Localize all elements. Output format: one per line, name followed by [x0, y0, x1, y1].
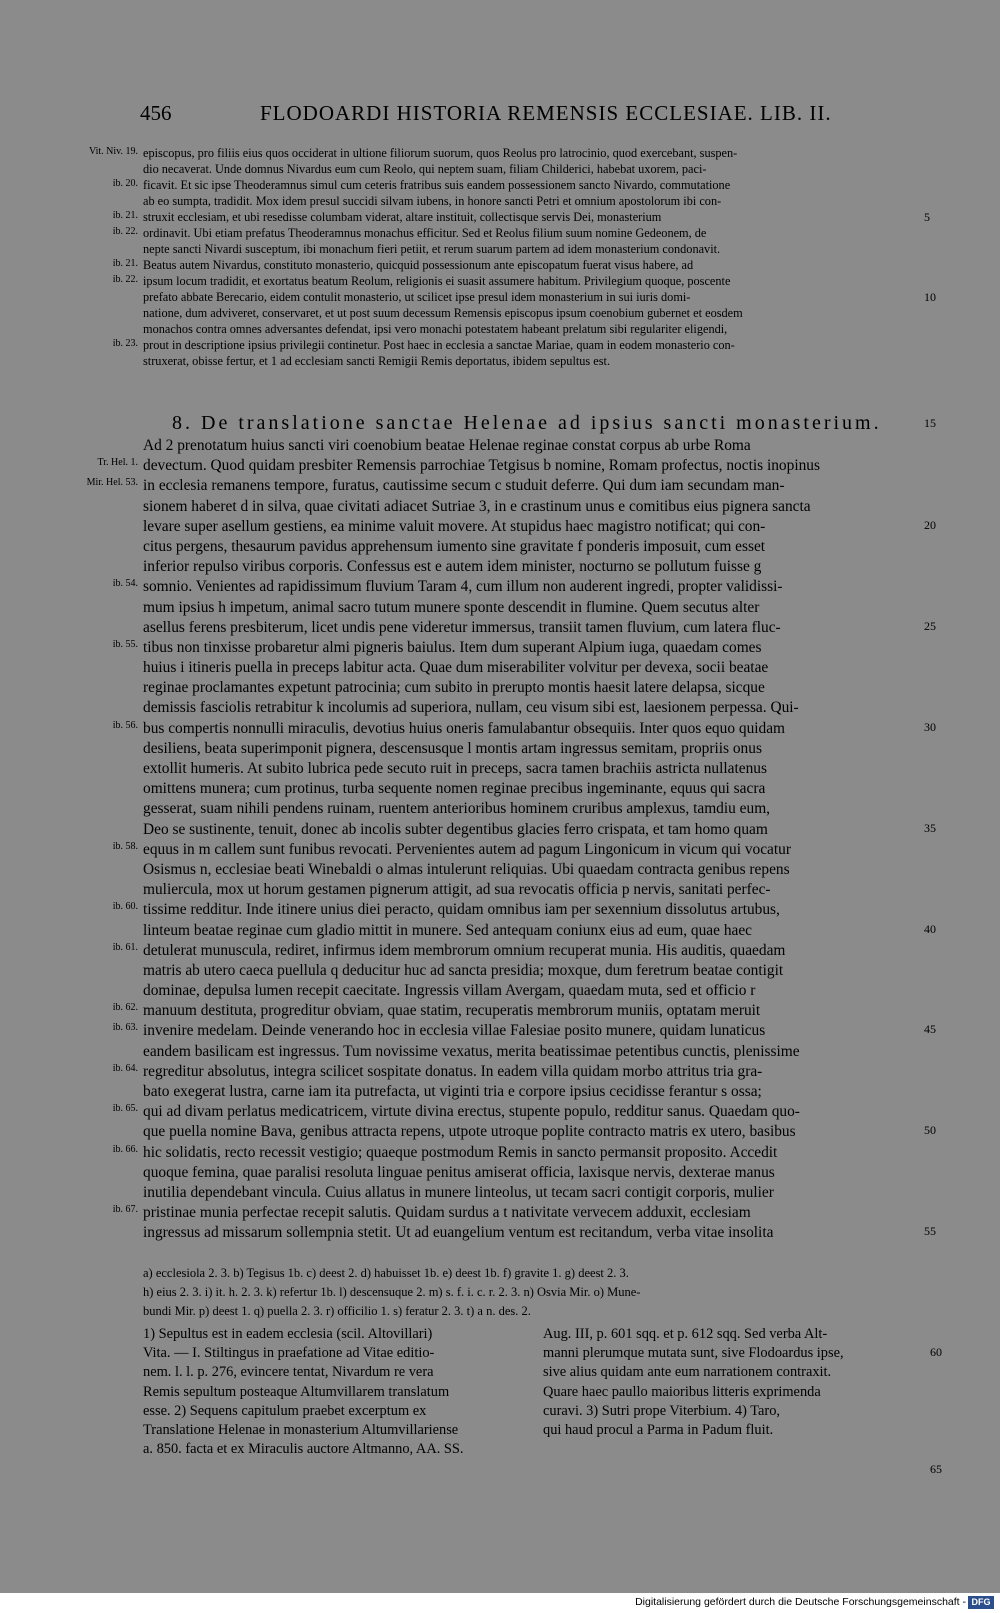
text-line	[0, 982, 1000, 1002]
footnotes-right-column	[543, 1325, 911, 1440]
apparatus-text: a) ecclesiola 2. 3. b) Tegisus 1b. c) deest 2. d) habuisset 1b. e) deest 1b. f) gravite 1. g) deest 2. 3.	[143, 1266, 629, 1280]
line-text: struxit ecclesiam, et ubi resedisse columbam viderat, altare instituit, collectisque servis Dei, monasterium	[143, 210, 662, 224]
source-reference: Vit. Niv. 19.	[88, 146, 138, 157]
line-number: 55	[924, 1224, 936, 1239]
line-number: 40	[924, 921, 936, 936]
line-text: ficavit. Et sic ipse Theoderamnus simul cum ceteris fratribus suis eandem possessionem sancto Nivardo, commutatione	[143, 178, 731, 192]
text-line	[0, 1204, 1000, 1224]
footer-credit: Digitalisierung gefördert durch die Deutsche Forschungsgemeinschaft -	[635, 1596, 966, 1608]
line-text: ingressus ad missarum sollempnia stetit. Ut ad euangelium ventum est recitandum, verba vitae insolita	[143, 1224, 774, 1242]
line-text: omittens munera; cum protinus, turba sequente nomen reginae precibus ingeminante, equus qui sacra	[143, 780, 766, 798]
footnote-line: Remis sepultum posteaque Altumvillarem translatum	[143, 1383, 450, 1400]
source-reference: ib. 67.	[112, 1204, 138, 1216]
text-line	[0, 498, 1000, 518]
text-line	[0, 800, 1000, 820]
line-text: quoque femina, quae paralisi resoluta linguae penitus amiserat officia, laxisque nervis, dexterae manus	[143, 1163, 775, 1181]
line-text: citus pergens, thesaurum pavidus apprehensum iumento sine gravitate f ponderis imposuit, cum esset	[143, 537, 766, 555]
text-line	[0, 162, 1000, 178]
text-line	[0, 477, 1000, 497]
line-text: invenire medelam. Deinde venerando hoc in ecclesia villae Falesiae posito munere, quidam lunaticus	[143, 1022, 766, 1040]
text-line	[0, 538, 1000, 558]
text-line	[0, 760, 1000, 780]
source-reference: ib. 63.	[112, 1022, 138, 1034]
line-number: 30	[924, 719, 936, 734]
text-line	[0, 242, 1000, 258]
footnote-line: manni plerumque mutata sunt, sive Flodoardus ipse,	[543, 1345, 844, 1362]
source-reference: ib. 22.	[112, 226, 138, 237]
apparatus-line	[0, 1304, 1000, 1323]
line-number: 35	[924, 820, 936, 835]
line-number: 45	[924, 1022, 936, 1037]
line-text: Ad 2 prenotatum huius sancti viri coenobium beatae Helenae reginae constat corpus ab urbe Roma	[143, 437, 751, 454]
source-reference: ib. 66.	[112, 1143, 138, 1155]
line-text: que puella nomine Bava, genibus attracta repens, utpote utroque poplite contracto matris ex utero, basibus	[143, 1123, 796, 1141]
running-title: FLODOARDI HISTORIA REMENSIS ECCLESIAE. LIB. II.	[260, 101, 832, 125]
line-number: 50	[924, 1123, 936, 1138]
line-text: somnio. Venientes ad rapidissimum fluvium Taram 4, cum illum non auderent ingredi, propter validissi-	[143, 578, 783, 596]
footnote-line: a. 850. facta et ex Miraculis auctore Altmanno, AA. SS.	[143, 1441, 464, 1458]
line-text: mum ipsius h impetum, animal sacro tutum munere sponte descendit in flumine. Quem secutus alter	[143, 598, 760, 616]
text-line	[0, 861, 1000, 881]
text-line	[0, 1043, 1000, 1063]
text-line	[0, 619, 1000, 639]
source-reference: ib. 55.	[112, 638, 138, 650]
source-reference: ib. 56.	[112, 719, 138, 731]
main-text	[0, 437, 1000, 1245]
line-text: levare super asellum gestiens, ea minime valuit movere. At stupidus haec magistro notificat; qui con-	[143, 517, 766, 535]
source-reference: ib. 22.	[112, 274, 138, 285]
line-text: tibus non tinxisse probaretur almi pigneris baiulus. Item dum superant Alpium iuga, quaedam comes	[143, 638, 762, 656]
footnote-line: Aug. III, p. 601 sqq. et p. 612 sqq. Sed verba Alt-	[543, 1326, 828, 1342]
footnote-line: esse. 2) Sequens capitulum praebet excerptum ex	[143, 1402, 427, 1419]
line-text: bus compertis nonnulli miraculis, devotius huius oneris famulabantur obsequiis. Inter quos equo quidam	[143, 719, 786, 737]
source-reference: ib. 62.	[112, 1002, 138, 1014]
line-text: inutilia dependebant vincula. Cuius allatus in munere linteolus, ut tecam sacri contigit corporis, mulier	[143, 1183, 774, 1201]
critical-apparatus	[0, 1266, 1000, 1323]
text-line	[0, 274, 1000, 290]
text-line	[0, 437, 1000, 457]
line-text: desiliens, beata superimponit pignera, descensusque l montis artam ingressus semitam, propriis onus	[143, 739, 762, 757]
line-text: tissime redditur. Inde itinere unius diei peracto, quidam omnibus iam per sexennium dissolutus artubus,	[143, 901, 780, 919]
text-line	[0, 1164, 1000, 1184]
apparatus-text: h) eius 2. 3. i) it. h. 2. 3. k) refertur 1b. l) descensuque 2. m) s. f. i. c. r. 2. 3. n) Osvia Mir. o) Mune-	[143, 1285, 641, 1299]
apparatus-line	[0, 1266, 1000, 1285]
text-line	[0, 338, 1000, 354]
apparatus-text: bundi Mir. p) deest 1. q) puella 2. 3. r) officilio 1. s) feratur 2. 3. t) a n. des. 2.	[143, 1304, 531, 1318]
text-line	[0, 942, 1000, 962]
line-text: asellus ferens presbiterum, licet undis pene videretur immersus, transiit tamen fluvium, cum latera fluc-	[143, 618, 781, 636]
text-line	[0, 354, 1000, 370]
line-text: gesserat, suam nihili pendens ruinam, ruentem anterioribus hominem cruribus amplexus, tamdiu eum,	[143, 800, 771, 818]
line-number: 5	[924, 210, 930, 224]
text-line	[0, 518, 1000, 538]
footnote-line: curavi. 3) Sutri prope Viterbium. 4) Taro,	[543, 1402, 780, 1419]
line-text: dominae, depulsa lumen recepit caecitate. Ingressis villam Avergam, quaedam muta, sed et officio r	[143, 982, 756, 1000]
line-text: eandem basilicam est ingressus. Tum novissime vexatus, merita beatissimae petentibus cunctis, plenissime	[143, 1042, 800, 1060]
line-text: matris ab utero caeca puellula q deducitur huc ad sancta presidia; moxque, dum feretrum beatae contigit	[143, 961, 784, 979]
text-line	[0, 194, 1000, 210]
apparatus-line	[0, 1285, 1000, 1304]
source-reference: ib. 21.	[112, 258, 138, 269]
line-number: 25	[924, 618, 936, 633]
footnote-line: Translatione Helenae in monasterium Altumvillariense	[143, 1421, 459, 1438]
footnote-line: sive alius quidam ante eum narrationem contraxit.	[543, 1364, 832, 1381]
text-line	[0, 178, 1000, 194]
line-number: 10	[924, 290, 936, 304]
text-line	[0, 226, 1000, 242]
line-text: extollit humeris. At subito lubrica pede secuto ruit in preceps, sacra tamen brachiis astricta nullatenus	[143, 760, 767, 777]
footnote-line: 1) Sepultus est in eadem ecclesia (scil. Altovillari)	[143, 1326, 433, 1342]
line-text: qui ad divam perlatus medicatricem, virtute divina erectus, stupente populo, redditur sanus. Quaedam quo-	[143, 1103, 800, 1121]
footnote-line: Quare haec paullo maioribus litteris exprimenda	[543, 1383, 821, 1400]
text-line	[0, 290, 1000, 306]
text-line	[0, 322, 1000, 338]
line-text: in ecclesia remanens tempore, furatus, cautissime secum c studuit deferre. Qui dum iam secundam man-	[143, 477, 785, 495]
text-line	[0, 1022, 1000, 1042]
footnote-line: qui haud procul a Parma in Padum fluit.	[543, 1421, 774, 1438]
text-line	[0, 1123, 1000, 1143]
text-line	[0, 1002, 1000, 1022]
text-line	[0, 659, 1000, 679]
line-text: devectum. Quod quidam presbiter Remensis parrochiae Tetgisus b nomine, Romam profectus, noctis inopinus	[143, 457, 820, 475]
line-text: Beatus autem Nivardus, constituto monasterio, quicquid possessionum ante episcopatum fuerat visus habere, ad	[143, 258, 694, 272]
footnote-line: Vita. — I. Stiltingus in praefatione ad Vitae editio-	[143, 1345, 435, 1362]
line-text: ordinavit. Ubi etiam prefatus Theoderamnus monachus efficitur. Sed et Reolus filium suum nomine Gedeonem, de	[143, 226, 707, 240]
source-reference: ib. 54.	[112, 578, 138, 590]
upper-small-text	[0, 146, 1000, 370]
text-line	[0, 558, 1000, 578]
line-text: prefato abbate Berecario, eidem contulit monasterio, ut scilicet ipse presul idem monasterium in sui iuris domi-	[143, 290, 691, 304]
text-line	[0, 599, 1000, 619]
line-text: detulerat munuscula, rediret, infirmus idem membrorum omnium recuperat munia. His auditis, quaedam	[143, 941, 786, 959]
digitization-footer	[0, 1593, 1000, 1613]
page-header	[140, 101, 940, 131]
text-line	[0, 901, 1000, 921]
text-line	[0, 306, 1000, 322]
line-text: hic solidatis, recto recessit vestigio; quaeque postmodum Remis in sancto permansit proposito. Accedit	[143, 1143, 778, 1161]
text-line	[0, 1103, 1000, 1123]
source-reference: ib. 60.	[112, 901, 138, 913]
line-text: regreditur absolutus, integra scilicet sospitate donatus. In eadem villa quidam morbo attritus tria gra-	[143, 1062, 763, 1080]
page-number: 456	[140, 101, 172, 125]
source-reference: ib. 58.	[112, 840, 138, 852]
line-text: prout in descriptione ipsius privilegii continetur. Post haec in ecclesia a sanctae Mariae, quam in eodem monasterio con-	[143, 338, 735, 352]
line-number: 20	[924, 517, 936, 532]
source-reference: ib. 20.	[112, 178, 138, 189]
line-number: 65	[930, 1462, 942, 1476]
dfg-logo: DFG	[968, 1596, 994, 1609]
text-line	[0, 639, 1000, 659]
footnote-line: nem. l. l. p. 276, evincere tentat, Nivardum re vera	[143, 1364, 434, 1381]
text-line	[0, 699, 1000, 719]
text-line	[0, 922, 1000, 942]
line-text: equus in m callem sunt funibus revocati. Pervenientes autem ad pagum Lingonicum in vicum qui vocatur	[143, 840, 791, 858]
line-text: muliercula, mox ut horum gestamen pignerum attigit, ad sua revocatis officia p nervis, sanitati perfec-	[143, 881, 771, 899]
text-line	[0, 457, 1000, 477]
line-text: sionem haberet d in silva, quae civitati adiacet Sutriae 3, in e crastinum unus e comitibus eius pignera sancta	[143, 497, 811, 515]
line-text: ipsum locum tradidit, et exortatus beatum Reolum, religionis ei suasit assumere habitum. Privilegium quoque, poscente	[143, 274, 731, 288]
text-line	[0, 578, 1000, 598]
text-line	[0, 740, 1000, 760]
text-line	[0, 1063, 1000, 1083]
line-number: 15	[924, 416, 936, 430]
line-number: 60	[930, 1345, 942, 1359]
line-text: manuum destituta, progreditur obviam, quae statim, recuperatis membrorum muniis, optatam meruit	[143, 1002, 761, 1020]
text-line	[0, 780, 1000, 800]
line-text: natione, dum adviveret, conservaret, et ut post suum decessum Remensis episcopus ipsum coenobium gubernet et eosdem	[143, 306, 743, 320]
text-line	[0, 962, 1000, 982]
source-reference: Mir. Hel. 53.	[86, 477, 138, 489]
source-reference: ib. 21.	[112, 210, 138, 221]
line-text: ab eo sumpta, tradidit. Mox idem presul succidi silvam iubens, in honore sancti Petri et omnium apostolorum ibi con-	[143, 194, 722, 208]
text-line	[0, 720, 1000, 740]
chapter-heading: 8. De translatione sanctae Helenae ad ipsius sancti monasterium.	[172, 412, 882, 434]
line-text: monachos contra omnes adversantes defendat, ipsi vero monachi potestatem habeant prelatum sibi regulariter eligendi,	[143, 322, 728, 336]
source-reference: ib. 61.	[112, 941, 138, 953]
text-line	[0, 258, 1000, 274]
line-text: bato exegerat lustra, carne iam ita putrefacta, ut viginti tria e corpore ipsius cecidisse ferantur s ossa;	[143, 1083, 762, 1100]
source-reference: Tr. Hel. 1.	[97, 457, 138, 469]
text-line	[0, 841, 1000, 861]
text-line	[0, 210, 1000, 226]
text-line	[0, 679, 1000, 699]
line-text: Osismus n, ecclesiae beati Winebaldi o almas intulerunt reliquias. Ubi quaedam contracta genibus repens	[143, 860, 790, 878]
line-text: inferior repulso viribus corporis. Confessus est e autem idem minister, nocturno se pollutum fuisse g	[143, 558, 762, 576]
source-reference: ib. 65.	[112, 1103, 138, 1115]
text-line	[0, 1083, 1000, 1103]
line-text: Deo se sustinente, tenuit, donec ab incolis subter degentibus glacies ferro crispata, et tam homo quam	[143, 820, 768, 838]
line-text: pristinae munia perfectae recepit salutis. Quidam surdus a t nativitate vervecem adduxit, ecclesiam	[143, 1204, 751, 1222]
line-text: huius i itineris puella in preceps labitur acta. Quae dum miserabiliter volvitur per devexa, socii beatae	[143, 659, 769, 677]
text-line	[0, 146, 1000, 162]
source-reference: ib. 64.	[112, 1062, 138, 1074]
line-text: struxerat, obisse fertur, et 1 ad ecclesiam sancti Remigii Remis deportatus, ibidem sepultus est.	[143, 354, 611, 368]
text-line	[0, 1184, 1000, 1204]
line-text: dio necaverat. Unde domnus Nivardus eum cum Reolo, qui neptem suam, filiam Childerici, habebat uxorem, paci-	[143, 162, 707, 176]
footnotes-left-column	[143, 1325, 511, 1459]
line-text: episcopus, pro filiis eius quos occiderat in ultione filiorum suorum, quos Reolus pro latrocinio, quod exercebant, suspen-	[143, 146, 738, 160]
line-text: nepte sancti Nivardi susceptum, ibi monachum fieri petiit, et rerum suarum partem ad idem monasterium condonavit.	[143, 242, 721, 256]
line-text: reginae proclamantes expetunt patrocinia; cum subito in prerupto montis haesit latere delapsa, sicque	[143, 679, 765, 697]
text-line	[0, 881, 1000, 901]
line-text: demissis fasciolis retrabitur k incolumis ad superiora, nullam, ceu visum sibi est, laesionem perpessa. Qui-	[143, 699, 799, 717]
text-line	[0, 821, 1000, 841]
line-text: linteum beatae reginae cum gladio mittit in munere. Sed antequam coniunx eius ad eum, quae haec	[143, 921, 753, 939]
source-reference: ib. 23.	[112, 338, 138, 349]
text-line	[0, 1144, 1000, 1164]
text-line	[0, 1224, 1000, 1244]
